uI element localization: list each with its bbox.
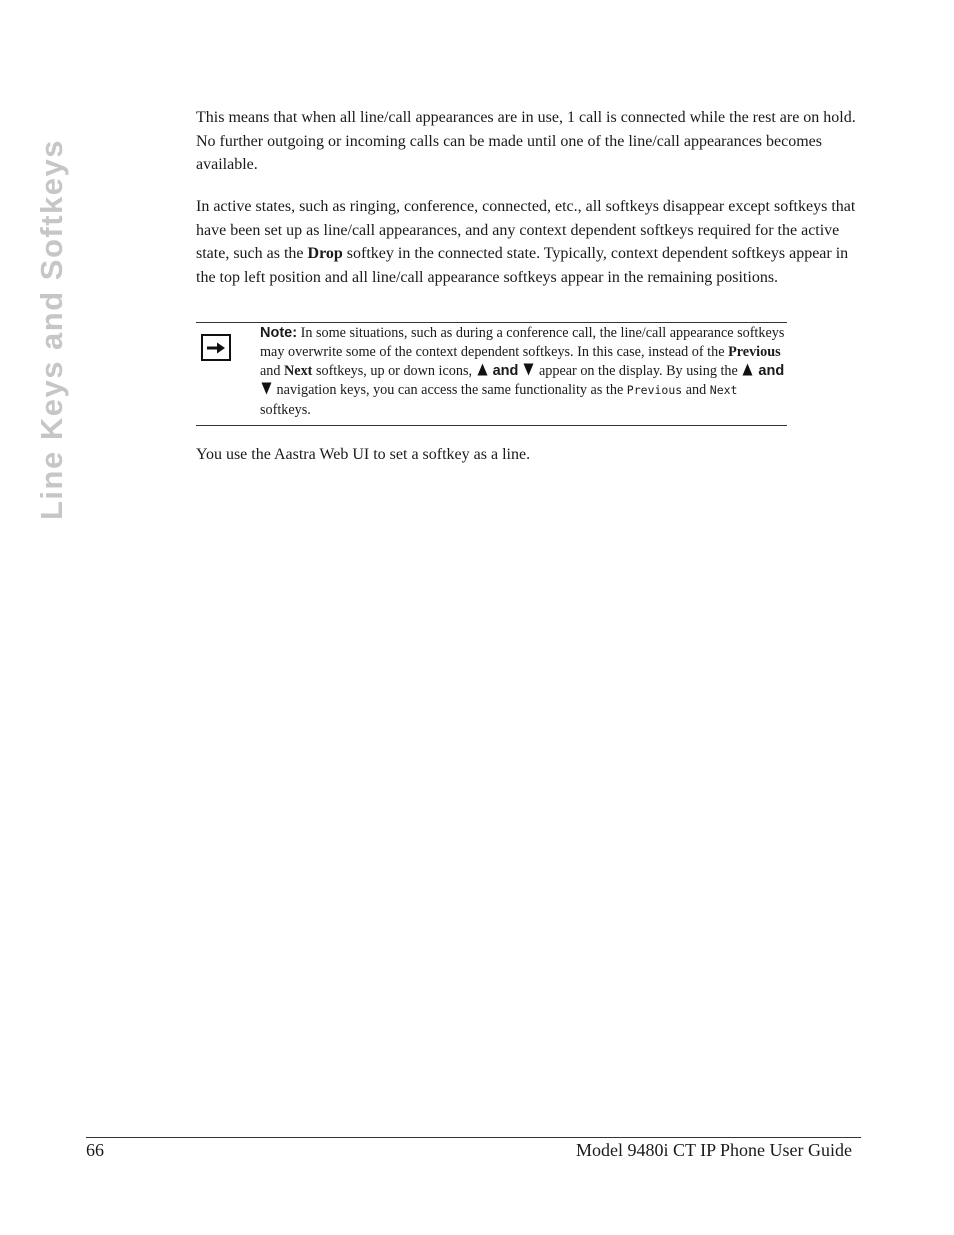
paragraph-web-ui: You use the Aastra Web UI to set a softkey as a line. bbox=[196, 446, 531, 463]
note-and: and bbox=[754, 362, 785, 379]
note-segment: and bbox=[260, 362, 285, 379]
page-number: 66 bbox=[86, 1140, 104, 1160]
guide-title: Model 9480i CT IP Phone User Guide bbox=[576, 1140, 852, 1160]
paragraph-text: In active states, such as ringing, conference, connected, etc., all softkeys disappear except softkeys that have been set up as line/call appearances, and any context dependent softkeys required for the active state, such as the bbox=[196, 198, 856, 262]
paragraph-text: softkey in the connected state. Typically, context dependent softkeys appear in the top left position and all line/call appearance softkeys appear in the remaining positions. bbox=[196, 245, 849, 286]
previous-softkey-label: Previous bbox=[728, 343, 781, 360]
next-softkey-label: Next bbox=[284, 362, 313, 379]
up-arrow-icon bbox=[477, 363, 488, 382]
down-arrow-icon bbox=[523, 363, 534, 382]
up-arrow-icon bbox=[742, 363, 753, 382]
note-segment: navigation keys, you can access the same functionality as the bbox=[273, 382, 627, 399]
right-arrow-icon bbox=[201, 334, 231, 361]
note-label: Note: bbox=[260, 325, 298, 341]
note-segment: softkeys. bbox=[260, 402, 311, 419]
next-display-label: Next bbox=[709, 383, 738, 398]
note-segment: softkeys, up or down icons, bbox=[312, 362, 476, 379]
note-text bbox=[260, 324, 790, 420]
footer-divider bbox=[86, 1137, 861, 1138]
down-arrow-icon bbox=[261, 382, 272, 401]
note-segment: and bbox=[682, 382, 710, 399]
section-side-tab: Line Keys and Softkeys bbox=[34, 138, 69, 520]
note-and: and bbox=[488, 362, 523, 379]
paragraph-line-appearances-in-use: This means that when all line/call appearances are in use, 1 call is connected while the rest are on hold. No further outgoing or incoming calls can be made until one of the line/call appearances becomes available. bbox=[196, 109, 856, 173]
previous-display-label: Previous bbox=[626, 383, 683, 398]
drop-softkey-label: Drop bbox=[307, 245, 343, 262]
note-segment: In some situations, such as during a conference call, the line/call appearance softkeys may overwrite some of the context dependent softkeys. In this case, instead of the bbox=[260, 325, 785, 360]
note-segment: appear on the display. By using the bbox=[535, 362, 742, 379]
paragraph-active-states bbox=[196, 195, 856, 289]
note-box bbox=[196, 322, 787, 426]
